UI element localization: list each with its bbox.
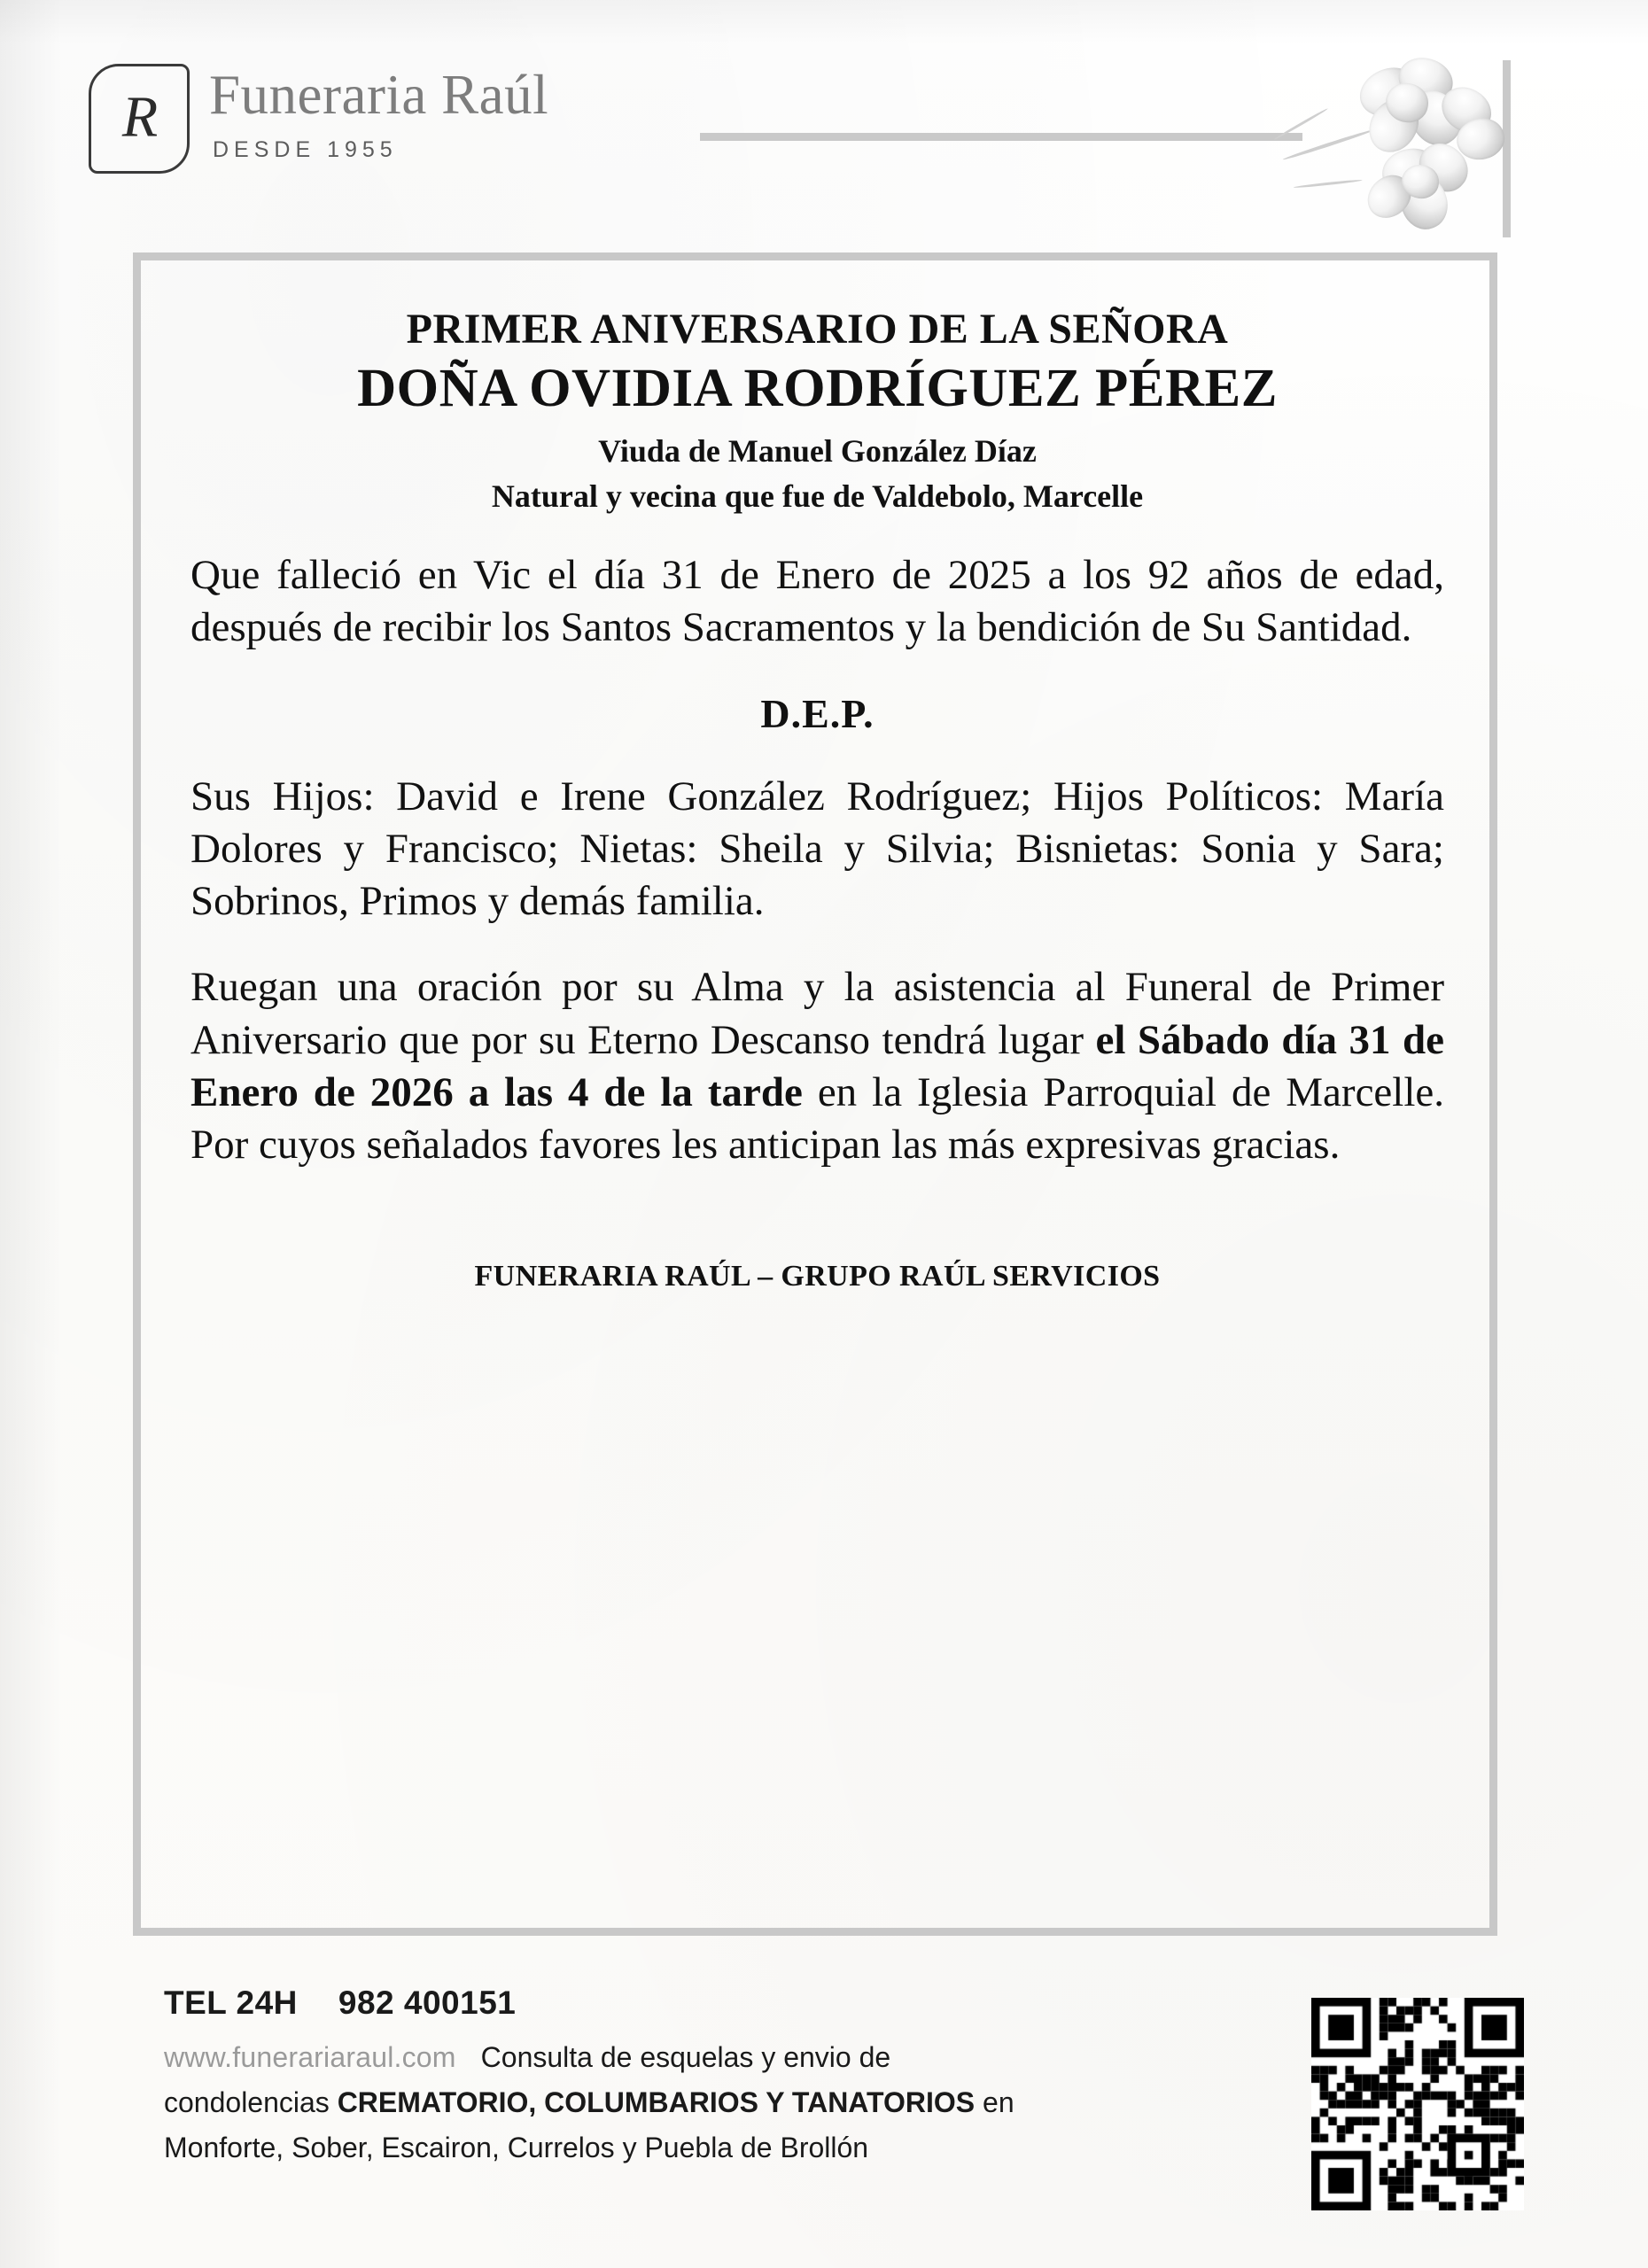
footer-services-bold: CREMATORIO, COLUMBARIOS Y TANATORIOS [337,2086,976,2118]
notice-subtitle-widow: Viuda de Manuel González Díaz [598,432,1037,469]
footer-services-pre: condolencias [164,2086,338,2118]
logo-letter: R [121,84,157,150]
dep-text: D.E.P. [760,690,875,736]
footer-website[interactable]: www.funerariaraul.com [164,2041,456,2073]
deceased-name: DOÑA OVIDIA RODRÍGUEZ PÉREZ [357,358,1278,418]
footer-web-row [164,2041,1493,2074]
footer-telephone [164,1984,1493,2022]
scan-shadow-top [0,0,1648,44]
notice-content [190,306,1444,1293]
qr-code[interactable] [1311,1998,1524,2210]
invitation-part2: en la Iglesia Parroquial de Marcelle. Por cuyos señalados favores les anticipan las más expresivas gracias. [190,1068,1445,1168]
paragraph-death: Que falleció en Vic el día 31 de Enero de 2025 a los 92 años de edad, después de recibir los Santos Sacramentos y la bendición de Su Santidad. [190,552,1444,651]
footer-consulta-text: Consulta de esquelas y envio de [480,2041,891,2073]
tel-label: TEL 24H [164,1984,298,2021]
company-signature: FUNERARIA RAÚL – GRUPO RAÚL SERVICIOS [474,1260,1161,1293]
brand-name: Funeraria Raúl [209,64,549,126]
notice-subtitle-origin: Natural y vecina que fue de Valdebolo, Marcelle [491,478,1144,515]
frame-border-right [1489,252,1497,1936]
flower-decoration-icon [1267,53,1515,244]
footer-locations: Monforte, Sober, Escairon, Currelos y Puebla de Brollón [164,2132,869,2163]
brand-since: DESDE 1955 [213,137,398,162]
document-footer [164,1984,1493,2164]
frame-border-top [133,252,1497,260]
scan-shadow-left [0,0,62,2268]
invitation-part1: Ruegan una oración por su Alma y la asistencia al Funeral de Primer Aniversario que por su Eterno Descanso tendrá lugar [190,964,1444,1063]
frame-border-bottom [133,1928,1497,1936]
tel-number: 982 400151 [338,1984,517,2021]
notice-title-line1: PRIMER ANIVERSARIO DE LA SEÑORA [406,306,1229,353]
brand-logo [89,64,548,174]
invitation-datetime: el Sábado día 31 de Enero de 2026 a las 4 de la tarde [190,1016,1444,1115]
frame-border-left [133,252,141,1936]
footer-services-post: en [975,2086,1014,2118]
header-horizontal-rule [700,133,1302,141]
footer-services-line [164,2086,1493,2119]
paragraph-invitation [190,961,1444,1171]
paragraph-family: Sus Hijos: David e Irene González Rodríguez; Hijos Políticos: María Dolores y Francisco; Nietas: Sheila y Silvia; Bisnietas: Sonia y Sara; Sobrinos, Primos y demás familia. [190,773,1444,925]
document-header [89,53,1564,239]
logo-monogram-icon [89,64,190,174]
